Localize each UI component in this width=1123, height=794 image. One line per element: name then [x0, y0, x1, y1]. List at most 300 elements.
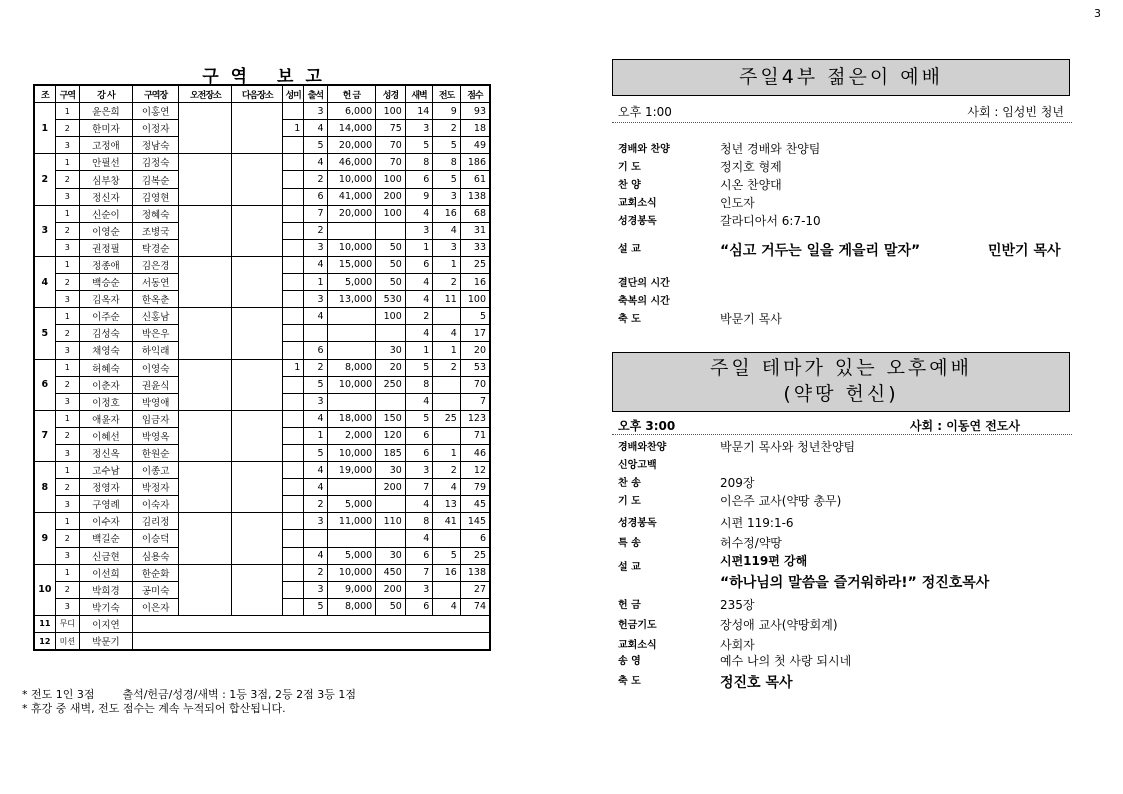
table-cell: 200 — [376, 188, 406, 205]
service2-title: 주일 테마가 있는 오후예배 — [709, 357, 972, 379]
col-header: 성미 — [283, 85, 304, 103]
table-cell: 4 — [405, 205, 433, 222]
table-cell: 1 — [405, 239, 433, 256]
col-header: 구역 — [55, 85, 79, 103]
table-cell: 1 — [55, 154, 79, 171]
table-cell: 이승덕 — [132, 530, 179, 547]
table-cell: 3 — [304, 103, 327, 120]
table-cell: 허혜숙 — [79, 359, 132, 376]
table-cell: 안필선 — [79, 154, 132, 171]
order-label: 축 도 — [618, 676, 641, 687]
order-label: 신앙고백 — [618, 460, 657, 471]
table-cell: 2 — [433, 462, 461, 479]
table-cell — [433, 376, 461, 393]
table-cell: 14,000 — [327, 120, 376, 137]
col-header: 조 — [34, 85, 55, 103]
order-value: 이은주 교사(약땅 총무) — [720, 494, 842, 508]
table-cell: 50 — [376, 256, 406, 273]
table-cell — [283, 103, 304, 120]
table-cell: 6 — [405, 256, 433, 273]
table-cell — [327, 393, 376, 410]
table-cell: 46 — [460, 444, 490, 461]
table-cell: 8 — [433, 154, 461, 171]
table-cell: 2 — [433, 359, 461, 376]
order-value: “심고 거두는 일을 게을리 말자” — [720, 243, 921, 259]
order-value: 정진호 목사 — [720, 675, 793, 691]
table-cell: 13,000 — [327, 291, 376, 308]
table-cell — [232, 410, 283, 461]
table-cell: 1 — [55, 103, 79, 120]
district-report-table — [33, 84, 491, 651]
table-cell — [232, 154, 283, 205]
table-cell: 150 — [376, 410, 406, 427]
table-cell: 30 — [376, 547, 406, 564]
table-row — [34, 205, 490, 222]
order-label: 경배와찬양 — [618, 442, 667, 453]
service2-time: 오후 3:00 — [618, 419, 676, 433]
service2-host: 사회 : 이동연 전도사 — [909, 419, 1020, 433]
order-label: 축 도 — [618, 314, 641, 325]
table-cell: 4 — [304, 308, 327, 325]
order-label: 헌 금 — [618, 600, 641, 611]
jo-cell: 10 — [34, 564, 55, 615]
table-cell: 4 — [433, 325, 461, 342]
table-cell: 70 — [460, 376, 490, 393]
table-cell — [283, 581, 304, 598]
table-cell — [283, 342, 304, 359]
table-cell — [179, 256, 232, 307]
table-cell: 5 — [460, 308, 490, 325]
table-cell: 백길순 — [79, 530, 132, 547]
table-cell: 20 — [460, 342, 490, 359]
table-cell — [433, 427, 461, 444]
order-value: 장성애 교사(약땅회계) — [720, 618, 838, 632]
table-cell: 권윤식 — [132, 376, 179, 393]
col-header: 구역장 — [132, 85, 179, 103]
table-cell: 46,000 — [327, 154, 376, 171]
table-cell — [376, 496, 406, 513]
table-cell — [327, 308, 376, 325]
table-row — [34, 359, 490, 376]
report-title: 구역 보고 — [202, 67, 334, 87]
table-cell: 6 — [405, 598, 433, 615]
table-cell: 41 — [433, 513, 461, 530]
table-cell: 8,000 — [327, 598, 376, 615]
page-number: 3 — [1094, 7, 1101, 20]
table-cell: 50 — [376, 598, 406, 615]
table-cell: 18 — [460, 120, 490, 137]
table-cell — [179, 410, 232, 461]
order-label: 기 도 — [618, 496, 641, 507]
table-cell: 16 — [460, 274, 490, 291]
order-value: 청년 경배와 찬양팀 — [720, 142, 821, 156]
table-cell: 이주순 — [79, 308, 132, 325]
order-label: 결단의 시간 — [618, 278, 670, 289]
order-label: 송 영 — [618, 656, 641, 667]
table-cell — [376, 530, 406, 547]
table-cell: 3 — [55, 393, 79, 410]
table-cell: 이영숙 — [132, 359, 179, 376]
table-cell: 이춘자 — [79, 376, 132, 393]
table-cell — [283, 462, 304, 479]
table-cell: 100 — [376, 308, 406, 325]
table-cell: 1 — [433, 444, 461, 461]
table-cell: 10,000 — [327, 239, 376, 256]
table-cell: 1 — [55, 308, 79, 325]
table-row — [34, 308, 490, 325]
table-cell: 4 — [405, 393, 433, 410]
table-cell: 2 — [433, 274, 461, 291]
table-cell: 20,000 — [327, 137, 376, 154]
jo-cell: 9 — [34, 513, 55, 564]
table-cell: 4 — [304, 256, 327, 273]
table-cell: 김복순 — [132, 171, 179, 188]
table-cell: 김영현 — [132, 188, 179, 205]
table-cell: 110 — [376, 513, 406, 530]
order-label: 축복의 시간 — [618, 296, 670, 307]
order-label: 성경봉독 — [618, 216, 657, 227]
table-cell: 31 — [460, 222, 490, 239]
table-cell: 1 — [405, 342, 433, 359]
col-header: 헌 금 — [327, 85, 376, 103]
note-line: * 휴강 중 새벽, 전도 점수는 계속 누적되어 합산됩니다. — [22, 702, 286, 715]
table-cell: 2 — [405, 308, 433, 325]
table-cell: 4 — [304, 462, 327, 479]
table-cell: 이정자 — [132, 120, 179, 137]
table-row — [34, 513, 490, 530]
table-cell: 이홍연 — [132, 103, 179, 120]
table-cell: 50 — [376, 239, 406, 256]
order-value: 정지호 형제 — [720, 160, 782, 174]
table-cell: 2 — [304, 496, 327, 513]
table-cell — [283, 325, 304, 342]
table-cell: 450 — [376, 564, 406, 581]
table-cell: 7 — [405, 479, 433, 496]
jo-cell: 7 — [34, 410, 55, 461]
table-cell: 100 — [376, 171, 406, 188]
note-line: * 전도 1인 3점 출석/헌금/성경/새벽 : 1등 3점, 2등 2점 3등 1점 — [22, 688, 357, 701]
table-cell — [433, 530, 461, 547]
order-label: 기 도 — [618, 162, 641, 173]
table-cell: 2 — [55, 171, 79, 188]
table-cell: 3 — [304, 581, 327, 598]
order-value: 허수정/약땅 — [720, 536, 783, 550]
table-cell: 정신자 — [79, 188, 132, 205]
table-cell: 김은경 — [132, 256, 179, 273]
table-cell — [283, 427, 304, 444]
table-row — [34, 564, 490, 581]
table-cell: 3 — [55, 598, 79, 615]
table-cell: 530 — [376, 291, 406, 308]
table-cell: 2,000 — [327, 427, 376, 444]
table-cell: 10,000 — [327, 376, 376, 393]
table-cell — [283, 479, 304, 496]
order-label: 경배와 찬양 — [618, 144, 670, 155]
jo-cell: 8 — [34, 462, 55, 513]
table-row — [34, 103, 490, 120]
table-cell: 고정애 — [79, 137, 132, 154]
table-cell — [232, 513, 283, 564]
table-cell — [232, 205, 283, 256]
table-cell: 5 — [304, 137, 327, 154]
table-cell: 25 — [460, 547, 490, 564]
table-cell: 5 — [304, 444, 327, 461]
table-cell: 100 — [460, 291, 490, 308]
table-cell: 11 — [433, 291, 461, 308]
table-cell: 200 — [376, 479, 406, 496]
table-cell: 6 — [304, 188, 327, 205]
service2-header — [612, 352, 1070, 412]
table-cell: 2 — [304, 171, 327, 188]
table-cell — [283, 444, 304, 461]
table-cell: 1 — [283, 359, 304, 376]
table-cell: 3 — [304, 291, 327, 308]
table-cell — [179, 308, 232, 359]
table-cell: 2 — [55, 325, 79, 342]
table-cell: 1 — [55, 359, 79, 376]
table-cell — [283, 308, 304, 325]
table-cell: 이정호 — [79, 393, 132, 410]
table-cell: 미션 — [55, 633, 79, 651]
table-cell — [304, 325, 327, 342]
table-cell: 김성숙 — [79, 325, 132, 342]
table-cell: 한순화 — [132, 564, 179, 581]
table-cell — [327, 342, 376, 359]
service1-host: 사회 : 임성빈 청년 — [967, 105, 1064, 119]
table-cell: 8,000 — [327, 359, 376, 376]
table-cell: 9 — [405, 188, 433, 205]
table-cell — [283, 530, 304, 547]
table-cell — [283, 564, 304, 581]
table-cell: 250 — [376, 376, 406, 393]
table-cell: 4 — [405, 274, 433, 291]
table-cell: 3 — [55, 291, 79, 308]
table-cell: 백승순 — [79, 274, 132, 291]
order-value: 235장 — [720, 598, 755, 612]
table-cell — [283, 274, 304, 291]
table-cell: 2 — [55, 120, 79, 137]
order-label: 찬 양 — [618, 180, 641, 191]
table-cell — [179, 154, 232, 205]
table-cell: 33 — [460, 239, 490, 256]
order-value: “하나님의 말씀을 즐거워하라!” 정진호목사 — [720, 575, 990, 591]
table-cell: 심용숙 — [132, 547, 179, 564]
table-cell: 138 — [460, 564, 490, 581]
table-cell — [327, 325, 376, 342]
table-cell: 1 — [55, 256, 79, 273]
table-cell — [283, 513, 304, 530]
table-cell: 정혜숙 — [132, 205, 179, 222]
table-cell: 10,000 — [327, 564, 376, 581]
table-cell: 10,000 — [327, 171, 376, 188]
table-cell — [327, 530, 376, 547]
table-cell: 4 — [304, 410, 327, 427]
table-cell: 13 — [433, 496, 461, 513]
table-cell — [327, 479, 376, 496]
table-cell: 박희경 — [79, 581, 132, 598]
table-cell — [232, 564, 283, 615]
table-cell: 1 — [55, 564, 79, 581]
table-row — [34, 633, 490, 651]
col-header: 전도 — [433, 85, 461, 103]
table-cell: 79 — [460, 479, 490, 496]
table-cell: 6 — [304, 342, 327, 359]
jo-cell: 6 — [34, 359, 55, 410]
order-value: 시편 119:1-6 — [720, 516, 794, 530]
table-cell — [376, 393, 406, 410]
table-cell: 신금현 — [79, 547, 132, 564]
table-cell: 185 — [376, 444, 406, 461]
table-cell: 3 — [304, 239, 327, 256]
table-cell: 5 — [433, 547, 461, 564]
table-cell: 정영자 — [79, 479, 132, 496]
table-cell: 정신옥 — [79, 444, 132, 461]
table-cell: 14 — [405, 103, 433, 120]
table-cell: 49 — [460, 137, 490, 154]
order-label: 헌금기도 — [618, 620, 657, 631]
table-cell: 2 — [55, 274, 79, 291]
col-header: 오전장소 — [179, 85, 232, 103]
table-cell: 18,000 — [327, 410, 376, 427]
table-cell — [283, 188, 304, 205]
table-cell: 애윤자 — [79, 410, 132, 427]
table-cell: 1 — [304, 427, 327, 444]
table-cell: 4 — [405, 496, 433, 513]
table-cell — [179, 462, 232, 513]
table-cell: 45 — [460, 496, 490, 513]
table-cell — [283, 171, 304, 188]
table-cell: 16 — [433, 205, 461, 222]
table-cell: 15,000 — [327, 256, 376, 273]
table-cell: 3 — [433, 188, 461, 205]
table-cell: 고수남 — [79, 462, 132, 479]
table-cell — [283, 137, 304, 154]
table-cell — [433, 393, 461, 410]
table-cell: 서동연 — [132, 274, 179, 291]
order-label: 찬 송 — [618, 478, 641, 489]
table-cell: 11,000 — [327, 513, 376, 530]
table-cell: 5 — [405, 359, 433, 376]
table-cell: 정종애 — [79, 256, 132, 273]
table-cell: 8 — [405, 376, 433, 393]
table-cell: 71 — [460, 427, 490, 444]
order-value: 시온 찬양대 — [720, 178, 782, 192]
table-cell — [132, 633, 490, 651]
table-cell: 한옥춘 — [132, 291, 179, 308]
table-row — [34, 615, 490, 632]
table-cell: 93 — [460, 103, 490, 120]
table-cell: 4 — [433, 598, 461, 615]
table-cell: 138 — [460, 188, 490, 205]
sermon-series: 시편119편 강해 — [720, 554, 808, 568]
table-cell: 5 — [433, 137, 461, 154]
order-label: 교회소식 — [618, 640, 657, 651]
jo-cell: 5 — [34, 308, 55, 359]
table-cell: 3 — [433, 239, 461, 256]
table-cell: 5 — [405, 410, 433, 427]
table-cell: 박문기 — [79, 633, 132, 651]
table-cell: 2 — [55, 479, 79, 496]
table-cell: 박영애 — [132, 393, 179, 410]
table-cell — [232, 103, 283, 154]
table-cell — [283, 291, 304, 308]
table-cell: 2 — [433, 120, 461, 137]
table-cell — [283, 376, 304, 393]
table-cell: 5,000 — [327, 274, 376, 291]
table-cell — [327, 222, 376, 239]
table-cell: 41,000 — [327, 188, 376, 205]
table-cell — [132, 615, 490, 632]
table-cell — [232, 256, 283, 307]
table-cell: 9,000 — [327, 581, 376, 598]
table-cell: 3 — [304, 513, 327, 530]
table-cell: 김리정 — [132, 513, 179, 530]
table-cell: 61 — [460, 171, 490, 188]
order-value: 박문기 목사와 청년찬양팀 — [720, 440, 856, 454]
table-cell: 탁경순 — [132, 239, 179, 256]
table-cell: 김옥자 — [79, 291, 132, 308]
jo-cell: 11 — [34, 615, 55, 632]
table-cell: 6 — [405, 444, 433, 461]
table-cell: 무디 — [55, 615, 79, 632]
table-cell: 3 — [405, 462, 433, 479]
table-cell: 이혜선 — [79, 427, 132, 444]
table-cell: 3 — [405, 222, 433, 239]
table-cell — [283, 154, 304, 171]
table-cell — [283, 410, 304, 427]
table-cell: 50 — [376, 274, 406, 291]
order-value: 209장 — [720, 476, 755, 490]
table-cell: 3 — [55, 239, 79, 256]
table-cell: 6 — [405, 171, 433, 188]
table-cell: 3 — [55, 137, 79, 154]
table-cell: 5,000 — [327, 496, 376, 513]
service2-subtitle: (약땅 헌신) — [783, 383, 899, 405]
table-cell — [232, 308, 283, 359]
table-cell: 2 — [55, 222, 79, 239]
table-cell: 30 — [376, 342, 406, 359]
order-value: 박문기 목사 — [720, 312, 782, 326]
table-cell: 6 — [460, 530, 490, 547]
table-cell: 2 — [55, 376, 79, 393]
order-label: 설 교 — [618, 562, 641, 573]
table-cell: 200 — [376, 581, 406, 598]
col-header: 점수 — [460, 85, 490, 103]
table-cell: 1 — [433, 342, 461, 359]
table-cell: 6 — [405, 547, 433, 564]
table-cell: 한미자 — [79, 120, 132, 137]
order-value: 갈라디아서 6:7-10 — [720, 214, 821, 228]
table-cell — [283, 547, 304, 564]
table-cell: 권정필 — [79, 239, 132, 256]
table-cell: 3 — [55, 547, 79, 564]
table-cell: 5 — [304, 598, 327, 615]
table-cell: 3 — [55, 444, 79, 461]
col-header: 새벽 — [405, 85, 433, 103]
table-cell: 10,000 — [327, 444, 376, 461]
service1-title: 주일4부 젊은이 예배 — [612, 59, 1070, 96]
col-header: 성경 — [376, 85, 406, 103]
table-cell: 5 — [304, 376, 327, 393]
table-cell: 박정자 — [132, 479, 179, 496]
col-header: 출석 — [304, 85, 327, 103]
jo-cell: 2 — [34, 154, 55, 205]
table-cell: 8 — [405, 513, 433, 530]
table-cell: 5,000 — [327, 547, 376, 564]
table-cell: 7 — [304, 205, 327, 222]
table-cell — [179, 359, 232, 410]
order-value: 예수 나의 첫 사랑 되시네 — [720, 654, 852, 668]
